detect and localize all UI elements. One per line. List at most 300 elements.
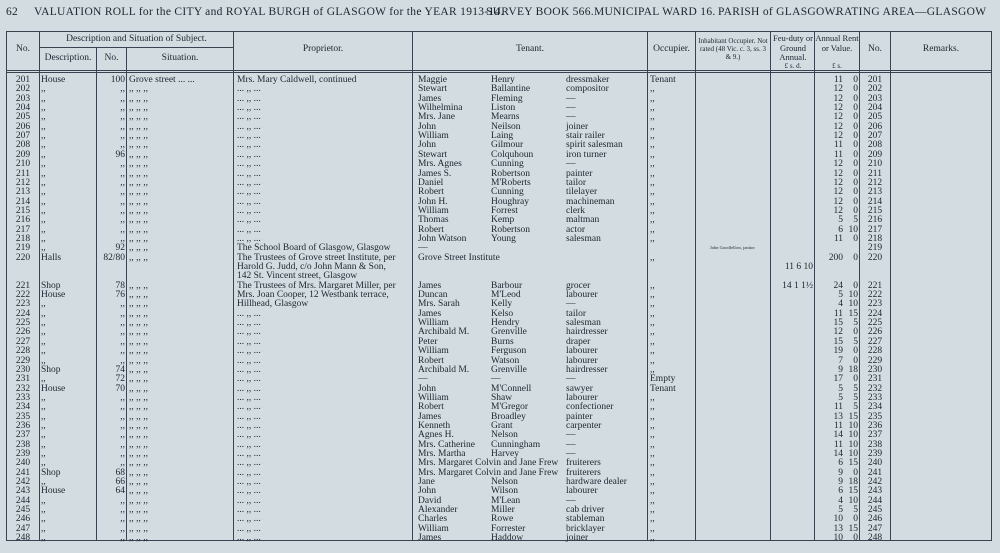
row-cell-num: ,, (120, 420, 125, 431)
row-cell-rs: 10 (848, 420, 858, 431)
row-cell-rs: 0 (853, 196, 858, 207)
row-cell-desc: ,, (41, 112, 46, 123)
row-cell-tfirst: Duncan (418, 290, 448, 301)
row-cell-prop: The Trustees of Grove street Institute, per (237, 252, 396, 263)
row-cell-rp: 5 (838, 505, 843, 516)
row-cell-occupier: ,, (650, 159, 655, 170)
row-cell-no: 205 (867, 112, 883, 123)
row-cell-tfirst: Archibald M. (418, 327, 470, 338)
row-cell-occupier: ,, (650, 411, 655, 422)
row-cell-occupier: ,, (650, 140, 655, 151)
row-cell-num: ,, (120, 308, 125, 319)
row-cell-no: 207 (15, 131, 31, 142)
row-cell-sit: ,, ,, ,, (129, 392, 148, 403)
row-cell-rp: 4 (838, 495, 843, 506)
row-cell-prop: ... ,, ... (237, 327, 261, 338)
row-cell-num: 68 (115, 467, 125, 478)
row-cell-num: ,, (120, 505, 125, 516)
row-cell-rp: 12 (833, 159, 843, 170)
row-cell-no: 209 (867, 149, 883, 160)
row-cell-desc: ,, (41, 523, 46, 534)
row-cell-prop: ... ,, ... (237, 374, 261, 385)
row-cell-desc: ,, (41, 392, 46, 403)
row-cell-tlast: Watson (491, 355, 520, 366)
row-cell-occupier: ,, (650, 346, 655, 357)
row-cell-tlast: Grant (491, 420, 513, 431)
survey-book: SURVEY BOOK 566. (486, 6, 594, 18)
row-cell-num: 78 (115, 280, 125, 291)
municipal-ward: MUNICIPAL WARD 16. (594, 6, 716, 18)
header-bottom-rule (6, 70, 992, 71)
row-cell-prop: ... ,, ... (237, 439, 261, 450)
row-cell-tfirst: William (418, 523, 449, 534)
row-cell-prop: ... ,, ... (237, 383, 261, 394)
row-cell-no: 201 (15, 75, 31, 85)
row-cell-feu: 14 1 1½ (782, 280, 813, 291)
row-cell-num: ,, (120, 177, 125, 188)
row-cell-occupier: ,, (650, 449, 655, 459)
row-cell-no: 245 (867, 505, 883, 516)
row-cell-tlast: Colquhoun (491, 149, 534, 160)
row-cell-prop: ... ,, ... (237, 224, 261, 235)
row-cell-tlast: Nelson (491, 430, 518, 441)
row-cell-rs: 10 (848, 224, 858, 235)
row-cell-desc: ,, (41, 84, 46, 95)
row-cell-rs: 15 (848, 486, 858, 497)
table-top-rule (6, 31, 992, 32)
row-cell-tfirst: William (418, 205, 449, 216)
row-cell-occupier: ,, (650, 477, 655, 488)
row-cell-sit: ,, ,, ,, (129, 233, 148, 244)
row-cell-rs: 0 (853, 346, 858, 357)
row-cell-tfirst: James (418, 280, 442, 291)
row-cell-tocc: machineman (566, 196, 615, 207)
row-cell-prop: ... ,, ... (237, 533, 261, 544)
row-cell-tocc: labourer (566, 290, 598, 301)
row-cell-tfirst: James S. (418, 168, 452, 179)
row-cell-feu: 11 6 10 (784, 262, 813, 272)
row-cell-desc: ,, (41, 533, 46, 544)
row-cell-rp: 12 (833, 205, 843, 216)
row-cell-num: 74 (115, 364, 125, 375)
row-cell-tlast: Rowe (491, 514, 514, 525)
row-cell-rs: 18 (848, 364, 858, 375)
col-header-tenant: Tenant. (515, 44, 545, 54)
row-cell-occupier: ,, (650, 290, 655, 301)
row-cell-rp: 12 (833, 93, 843, 104)
row-cell-occupier: ,, (650, 121, 655, 132)
row-cell-tocc: — (566, 495, 576, 506)
row-cell-no: 221 (867, 280, 883, 291)
row-cell-tocc: compositor (566, 84, 609, 95)
row-cell-no: 217 (15, 224, 31, 235)
row-cell-num: ,, (120, 187, 125, 198)
row-cell-rp: 9 (838, 477, 843, 488)
row-cell-num: ,, (120, 327, 125, 338)
row-cell-desc: ,, (41, 495, 46, 506)
row-cell-sit: ,, ,, ,, (129, 533, 148, 544)
row-cell-tlast: Robertson (491, 224, 531, 235)
row-cell-tfirst: Archibald M. (418, 364, 470, 375)
row-cell-tfirst: Robert (418, 402, 444, 413)
row-cell-no: 234 (867, 402, 883, 413)
row-cell-rs: 5 (853, 336, 858, 347)
row-cell-occupier: ,, (650, 168, 655, 179)
row-cell-desc: ,, (41, 243, 46, 254)
row-cell-no: 214 (15, 196, 31, 207)
row-cell-no: 215 (867, 205, 883, 216)
row-cell-sit: ,, ,, ,, (129, 346, 148, 357)
row-cell-num: ,, (120, 355, 125, 366)
row-cell-sit: ,, ,, ,, (129, 430, 148, 441)
row-cell-desc: ,, (41, 196, 46, 207)
row-cell-tocc: labourer (566, 486, 598, 497)
row-cell-sit: ,, ,, ,, (129, 215, 148, 226)
row-cell-no: 222 (15, 290, 31, 301)
row-cell-rs: 10 (848, 290, 858, 301)
col-rule (695, 31, 696, 541)
row-cell-tocc: bricklayer (566, 523, 605, 534)
row-cell-tlast: Ferguson (491, 346, 527, 357)
row-cell-tfirst: Maggie (418, 75, 448, 85)
row-cell-tfirst: William (418, 131, 449, 142)
row-cell-desc: ,, (41, 346, 46, 357)
row-cell-no: 212 (867, 177, 883, 188)
row-cell-rp: 15 (833, 336, 843, 347)
row-cell-desc: ,, (41, 93, 46, 104)
row-cell-rp: 13 (833, 411, 843, 422)
row-cell-prop: ... ,, ... (237, 196, 261, 207)
row-cell-no: 248 (867, 533, 883, 544)
row-cell-sit: ,, ,, ,, (129, 495, 148, 506)
row-cell-tfirst: William (418, 392, 449, 403)
row-cell-rs: 0 (853, 121, 858, 132)
col-rule (890, 31, 891, 541)
row-cell-rp: 11 (833, 75, 843, 85)
row-cell-num: ,, (120, 458, 125, 469)
row-cell-tlast: Gilmour (491, 140, 524, 151)
row-cell-prop: ... ,, ... (237, 121, 261, 132)
row-cell-rs: 0 (853, 205, 858, 216)
row-cell-occupier: ,, (650, 458, 655, 469)
row-cell-prop: The School Board of Glasgow, Glasgow (237, 243, 391, 254)
row-cell-no: 223 (867, 299, 883, 310)
col-header-description: Description. (44, 53, 92, 63)
row-cell-rs: 0 (853, 467, 858, 478)
row-cell-tfirst: Thomas (418, 215, 449, 226)
row-cell-no: 220 (15, 252, 31, 263)
row-cell-occupier: ,, (650, 392, 655, 403)
row-cell-sit: ,, ,, ,, (129, 187, 148, 198)
row-cell-no: 241 (867, 467, 883, 478)
row-cell-tlast: Kemp (491, 215, 515, 226)
row-cell-occupier: ,, (650, 84, 655, 95)
row-cell-tfirst: Stewart (418, 84, 448, 95)
row-cell-tfirst: John H. (418, 196, 448, 207)
roll-title: VALUATION ROLL for the CITY and ROYAL BURGH of GLASGOW for the YEAR 1913-14. (34, 6, 504, 18)
row-cell-prop: Mrs. Joan Cooper, 12 Westbank terrace, (237, 290, 389, 301)
row-cell-tlast: M'Gregor (491, 402, 529, 413)
row-cell-sit: ,, ,, ,, (129, 121, 148, 132)
row-cell-no: 240 (867, 458, 883, 469)
row-cell-tfirst: William (418, 346, 449, 357)
row-cell-no: 227 (15, 336, 31, 347)
row-cell-rp: 5 (838, 392, 843, 403)
row-cell-sit: ,, ,, ,, (129, 243, 148, 254)
row-cell-num: ,, (120, 439, 125, 450)
row-cell-desc: ,, (41, 103, 46, 114)
row-cell-no: 236 (867, 420, 883, 431)
row-cell-rs: 0 (853, 374, 858, 385)
row-cell-num: ,, (120, 299, 125, 310)
row-cell-occupier: ,, (650, 514, 655, 525)
row-cell-rs: 10 (848, 449, 858, 459)
row-cell-occupier: ,, (650, 364, 655, 375)
row-cell-tlast: Shaw (491, 392, 513, 403)
row-cell-no: 239 (867, 449, 883, 459)
row-cell-tfirst: Mrs. Martha (418, 449, 466, 459)
row-cell-no: 233 (15, 392, 31, 403)
row-cell-occupier: ,, (650, 318, 655, 329)
row-cell-tocc: fruiterers (566, 458, 601, 469)
row-cell-rp: 9 (838, 364, 843, 375)
row-cell-rs: 0 (853, 112, 858, 123)
row-cell-rs: 0 (853, 131, 858, 142)
row-cell-desc: ,, (41, 159, 46, 170)
row-cell-rp: 6 (838, 458, 843, 469)
row-cell-no: 205 (15, 112, 31, 123)
row-cell-tfirst: Mrs. Catherine (418, 439, 475, 450)
row-cell-tocc: actor (566, 224, 585, 235)
row-cell-no: 236 (15, 420, 31, 431)
row-cell-prop: The Trustees of Mrs. Margaret Miller, per (237, 280, 396, 291)
col-header-occupier: Occupier. (653, 44, 690, 54)
row-cell-desc: ,, (41, 477, 46, 488)
row-cell-rs: 0 (853, 533, 858, 544)
row-cell-no: 243 (15, 486, 31, 497)
row-cell-tfirst: Kenneth (418, 420, 451, 431)
row-cell-no: 210 (15, 159, 31, 170)
row-cell-tocc: painter (566, 411, 593, 422)
row-cell-no: 228 (15, 346, 31, 357)
row-cell-sit: ,, ,, ,, (129, 224, 148, 235)
row-cell-prop: ... ,, ... (237, 149, 261, 160)
row-cell-desc: ,, (41, 121, 46, 132)
row-cell-no: 235 (15, 411, 31, 422)
row-cell-num: ,, (120, 121, 125, 132)
row-cell-sit: ,, ,, ,, (129, 177, 148, 188)
row-cell-tfirst: Robert (418, 187, 444, 198)
row-cell-desc: House (41, 75, 66, 85)
row-cell-tfirst: Grove Street Institute (418, 252, 500, 263)
row-cell-rs: 15 (848, 523, 858, 534)
row-cell-occupier: ,, (650, 224, 655, 235)
row-cell-rp: 10 (833, 533, 843, 544)
row-cell-tlast: Cunning (491, 159, 524, 170)
row-cell-tlast: Wilson (491, 486, 519, 497)
running-head (6, 3, 996, 21)
row-cell-tlast: Grenville (491, 327, 527, 338)
row-cell-no: 218 (867, 233, 883, 244)
row-cell-rs: 10 (848, 439, 858, 450)
row-cell-no: 217 (867, 224, 883, 235)
row-cell-desc: ,, (41, 149, 46, 160)
row-cell-prop: ... ,, ... (237, 420, 261, 431)
row-cell-tfirst: John (418, 121, 436, 132)
row-cell-tocc: clerk (566, 205, 585, 216)
row-cell-no: 245 (15, 505, 31, 516)
row-cell-rp: 200 (828, 252, 843, 263)
row-cell-num: ,, (120, 103, 125, 114)
row-cell-tocc: — (566, 299, 576, 310)
row-cell-tfirst: Mrs. Sarah (418, 299, 460, 310)
row-cell-rp: 11 (833, 439, 843, 450)
row-cell-tfirst: William (418, 318, 449, 329)
row-cell-prop: ... ,, ... (237, 215, 261, 226)
row-cell-rs: 0 (853, 149, 858, 160)
row-cell-sit: ,, ,, ,, (129, 318, 148, 329)
row-cell-tlast: Henry (491, 75, 515, 85)
row-cell-no: 210 (867, 159, 883, 170)
row-cell-num: ,, (120, 233, 125, 244)
row-cell-prop: ... ,, ... (237, 392, 261, 403)
row-cell-desc: ,, (41, 411, 46, 422)
row-cell-no: 237 (867, 430, 883, 441)
row-cell-tfirst: James (418, 411, 442, 422)
row-cell-tlast: Robertson (491, 168, 531, 179)
row-cell-desc: ,, (41, 215, 46, 226)
row-cell-tocc: stair railer (566, 131, 605, 142)
row-cell-num: ,, (120, 159, 125, 170)
row-cell-sit: ,, ,, ,, (129, 149, 148, 160)
row-cell-occupier: Tenant (650, 383, 676, 394)
row-cell-desc: ,, (41, 514, 46, 525)
row-cell-rs: 0 (853, 84, 858, 95)
row-cell-occupier: ,, (650, 196, 655, 207)
row-cell-desc: Shop (41, 467, 61, 478)
row-cell-sit: ,, ,, ,, (129, 383, 148, 394)
row-cell-no: 241 (15, 467, 31, 478)
row-cell-occupier: ,, (650, 505, 655, 516)
row-cell-prop: ... ,, ... (237, 458, 261, 469)
row-cell-occupier: ,, (650, 149, 655, 160)
col-header-no-right: No. (868, 44, 882, 54)
row-cell-tlast: Forrest (491, 205, 518, 216)
row-cell-tocc: draper (566, 336, 591, 347)
row-cell-tfirst: John (418, 486, 436, 497)
row-cell-sit: ,, ,, ,, (129, 336, 148, 347)
row-cell-rp: 12 (833, 121, 843, 132)
row-cell-tlast: Liston (491, 103, 516, 114)
row-cell-rs: 0 (853, 327, 858, 338)
row-cell-tlast: Mearns (491, 112, 520, 123)
row-cell-desc: ,, (41, 205, 46, 216)
row-cell-desc: ,, (41, 420, 46, 431)
row-cell-rs: 0 (853, 187, 858, 198)
row-cell-rp: 13 (833, 523, 843, 534)
row-cell-occupier: ,, (650, 280, 655, 291)
row-cell-tfirst: John (418, 140, 436, 151)
col-rule (991, 31, 992, 541)
row-cell-sit: ,, ,, ,, (129, 486, 148, 497)
row-cell-prop: ... ,, ... (237, 308, 261, 319)
row-cell-no: 244 (867, 495, 883, 506)
row-cell-no: 213 (867, 187, 883, 198)
row-cell-prop: ... ,, ... (237, 84, 261, 95)
row-cell-no: 232 (867, 383, 883, 394)
row-cell-no: 211 (16, 168, 30, 179)
row-cell-no: 218 (15, 233, 31, 244)
row-cell-prop: ... ,, ... (237, 318, 261, 329)
row-cell-tlast: Ballantine (491, 84, 531, 95)
row-cell-sit: ,, ,, ,, (129, 252, 148, 263)
row-cell-no: 202 (15, 84, 31, 95)
row-cell-sit: ,, ,, ,, (129, 196, 148, 207)
row-cell-no: 238 (15, 439, 31, 450)
row-cell-no: 233 (867, 392, 883, 403)
row-cell-rp: 12 (833, 327, 843, 338)
row-cell-rs: 5 (853, 392, 858, 403)
row-cell-desc: ,, (41, 336, 46, 347)
row-cell-desc: ,, (41, 374, 46, 385)
row-cell-sit: ,, ,, ,, (129, 84, 148, 95)
row-cell-no: 209 (15, 149, 31, 160)
row-cell-tfirst: Charles (418, 514, 448, 525)
row-cell-no: 206 (867, 121, 883, 132)
row-cell-rp: 12 (833, 112, 843, 123)
row-cell-occupier: ,, (650, 327, 655, 338)
row-cell-desc: ,, (41, 402, 46, 413)
row-cell-occupier: ,, (650, 420, 655, 431)
row-cell-no: 207 (867, 131, 883, 142)
row-cell-tlast: Harvey (491, 449, 519, 459)
row-cell-sit: ,, ,, ,, (129, 93, 148, 104)
row-cell-tocc: joiner (566, 533, 589, 544)
row-cell-tocc: salesman (566, 233, 601, 244)
row-cell-tocc: dressmaker (566, 75, 610, 85)
row-cell-no: 225 (867, 318, 883, 329)
row-cell-no: 223 (15, 299, 31, 310)
row-cell-occupier: ,, (650, 93, 655, 104)
row-cell-tocc: — (566, 112, 576, 123)
header-bottom-rule-2 (6, 72, 992, 73)
row-cell-tfirst: Daniel (418, 177, 444, 188)
row-cell-rs: 10 (848, 495, 858, 506)
row-cell-rs: 0 (853, 159, 858, 170)
row-cell-no: 215 (15, 205, 31, 216)
row-cell-rp: 12 (833, 84, 843, 95)
row-cell-rs: 10 (848, 299, 858, 310)
row-cell-occupier: ,, (650, 495, 655, 506)
row-cell-occupier: ,, (650, 205, 655, 216)
row-cell-desc: ,, (41, 318, 46, 329)
row-cell-num: ,, (120, 449, 125, 459)
row-cell-sit: ,, ,, ,, (129, 374, 148, 385)
row-cell-occupier: ,, (650, 177, 655, 188)
row-cell-rs: 15 (848, 308, 858, 319)
subheader-rule (39, 47, 233, 48)
row-cell-rs: 0 (853, 514, 858, 525)
row-cell-tfirst: Peter (418, 336, 438, 347)
row-cell-desc: ,, (41, 430, 46, 441)
row-cell-num: ,, (120, 402, 125, 413)
row-cell-desc: House (41, 290, 66, 301)
row-cell-prop: Mrs. Mary Caldwell, continued (237, 75, 357, 85)
row-cell-tlast: Burns (491, 336, 514, 347)
row-cell-no: 201 (867, 75, 883, 85)
row-cell-prop: ... ,, ... (237, 131, 261, 142)
row-cell-prop: ... ,, ... (237, 346, 261, 357)
